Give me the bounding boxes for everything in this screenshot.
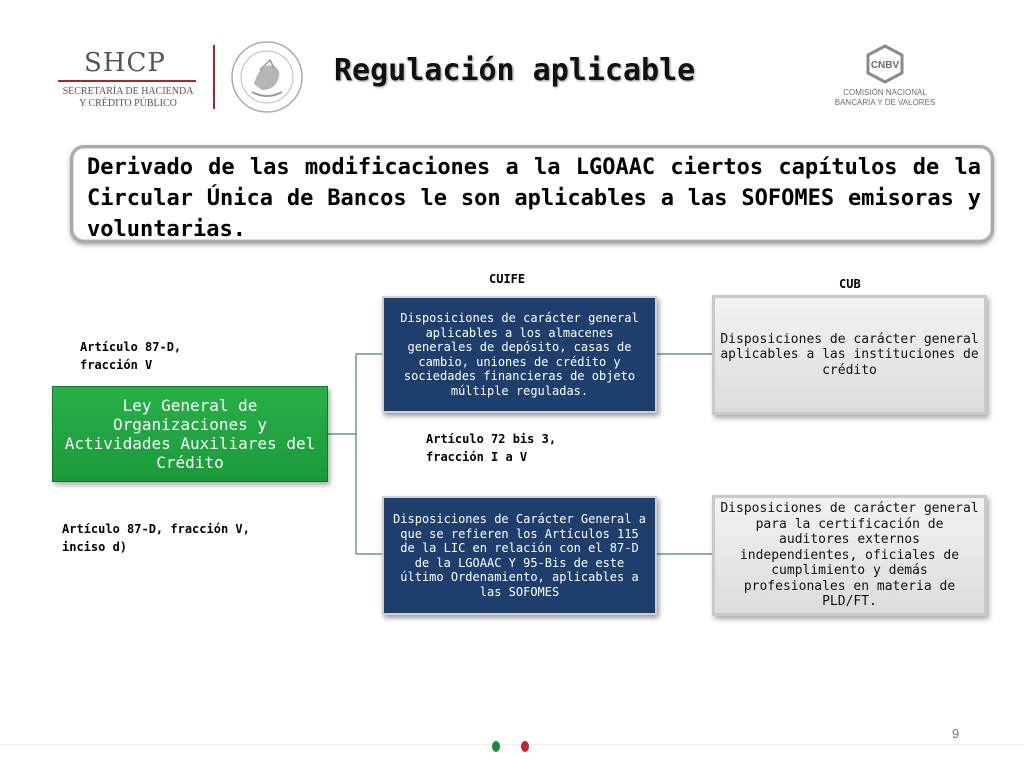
law-box: Ley General de Organizaciones y Actividades Auxiliares del Crédito	[52, 386, 328, 482]
label-article-87d-v	[80, 338, 181, 374]
cnbv-acronym: CNBV	[870, 60, 900, 71]
label-article-72bis3	[426, 430, 556, 466]
shcp-logo-subtitle-2: Y CRÉDITO PÚBLICO	[79, 98, 177, 109]
intro-text: Derivado de las modificaciones a la LGOAAC ciertos capítulos de la Circular Única de Bancos le son aplicables a las SOFOMES emisoras y voluntarias.	[87, 155, 981, 242]
cuife-bottom-box: Disposiciones de Carácter General a que se refieren los Artículos 115 de la LIC en relación con el 87-D de la LGOAAC Y 95-Bis de este último Ordenamiento, aplicables a las SOFOMES	[382, 496, 657, 615]
footer-green-dot-icon	[492, 741, 500, 752]
page-title: Regulación aplicable	[334, 53, 696, 88]
cub-bottom-box: Disposiciones de carácter general para la certificación de auditores externos independientes, oficiales de cumplimiento y demás profesionales en materia de PLD/FT.	[712, 495, 987, 616]
page-number: 9	[952, 726, 960, 741]
label-article-87d-v-d-line-1: Artículo 87-D, fracción V,	[62, 522, 250, 536]
cnbv-line-1: COMISIÓN NACIONAL	[843, 88, 927, 97]
label-article-87d-v-d	[62, 520, 250, 556]
footer-line	[0, 744, 1024, 745]
cub-top-box: Disposiciones de carácter general aplicables a las instituciones de crédito	[712, 295, 987, 415]
footer-red-dot-icon	[521, 741, 529, 752]
label-article-72bis3-line-1: Artículo 72 bis 3,	[426, 432, 557, 446]
cuife-top-box: Disposiciones de carácter general aplicables a los almacenes generales de depósito, casas de cambio, uniones de crédito y sociedades financieras de objeto múltiple reguladas.	[382, 296, 657, 413]
cuife-header: CUIFE	[489, 272, 526, 286]
cnbv-line-2: BANCARIA Y DE VALORES	[834, 98, 936, 107]
label-article-87d-v-d-line-2: inciso d)	[62, 540, 128, 554]
shcp-logo-subtitle-1: SECRETARÍA DE HACIENDA	[62, 86, 194, 97]
label-article-87d-v-line-1: Artículo 87-D,	[80, 340, 182, 354]
shcp-logo-title: SHCP	[84, 48, 166, 78]
label-article-87d-v-line-2: fracción V	[80, 358, 153, 372]
cub-header: CUB	[839, 277, 861, 291]
label-article-72bis3-line-2: fracción I a V	[426, 450, 528, 464]
